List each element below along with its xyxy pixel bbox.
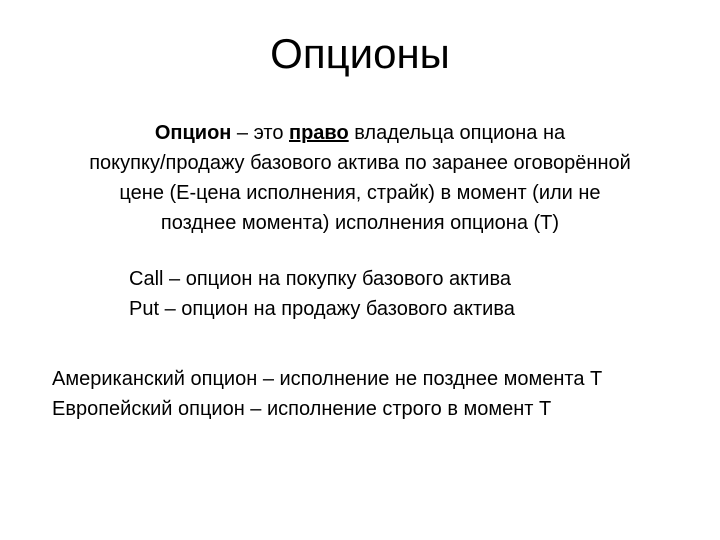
definition-line-2: покупку/продажу базового актива по заранее оговорённой (89, 152, 631, 174)
call-option-line: Call – опцион на покупку базового актива (129, 268, 511, 290)
american-option-line: Американский опцион – исполнение не позднее момента Т (52, 368, 603, 390)
put-option-line: Put – опцион на продажу базового актива (129, 298, 515, 320)
definition-line-1 (20, 118, 700, 148)
slide-title: Опционы (270, 30, 450, 77)
european-option-line: Европейский опцион – исполнение строго в момент Т (52, 398, 552, 420)
definition-line-4: позднее момента) исполнения опциона (Т) (160, 212, 560, 234)
definition-line-1-rest: владельца опциона на (348, 122, 566, 144)
definition-line-3: цене (Е-цена исполнения, страйк) в момент (или не (119, 182, 601, 204)
option-types (129, 264, 515, 324)
definition-term: Опцион (154, 122, 232, 144)
option-definition (20, 118, 700, 238)
option-styles (52, 364, 602, 424)
definition-key-word: право (289, 122, 349, 144)
definition-dash: – это (231, 122, 289, 144)
